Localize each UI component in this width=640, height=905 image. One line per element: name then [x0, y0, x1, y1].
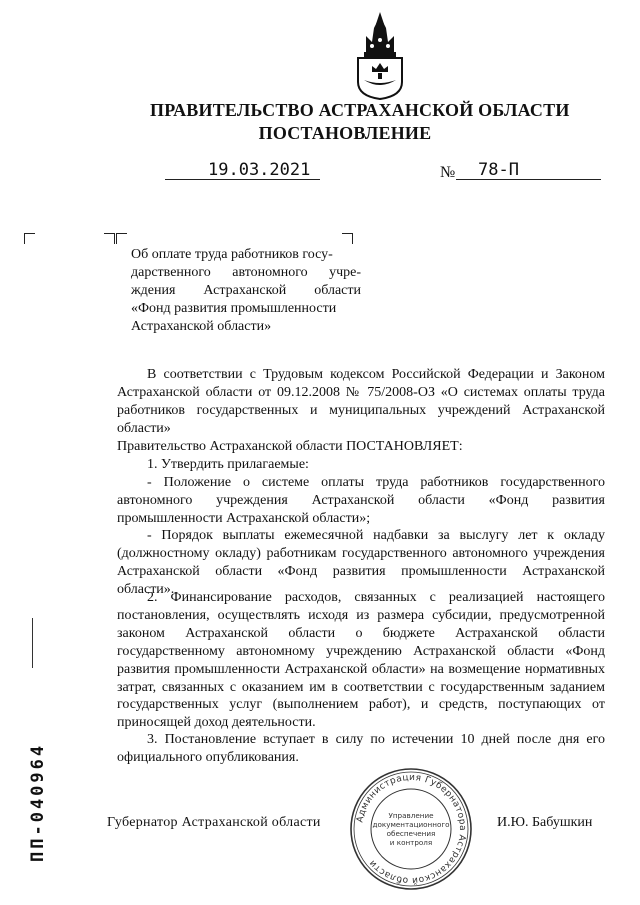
form-serial-number: ПП-040964: [28, 742, 48, 862]
item-1-paragraph: 1. Утвердить прилагаемые:: [147, 457, 309, 472]
bullet-regulation-paragraph: - Положение о системе оплаты труда работников государственного автономного учреждения Астраханской области «Фонд развития промышленности Астраханской области»;: [117, 475, 605, 526]
coat-of-arms-emblem: [352, 10, 408, 100]
document-number: 78-П: [478, 160, 519, 180]
subject-line: Астраханской области»: [131, 319, 272, 334]
subject-line: дарственного автономного учре-: [131, 265, 361, 280]
document-date: 19.03.2021: [208, 160, 311, 180]
bullet-procedure-paragraph: - Порядок выплаты ежемесячной надбавки за выслугу лет к окладу (должностному окладу) работникам государственного автономного учреждения Астраханской области «Фонд развития промышленности Астраханской области».: [117, 528, 605, 597]
number-underline: [456, 179, 601, 180]
preamble-paragraph: В соответствии с Трудовым кодексом Российской Федерации и Законом Астраханской области от 09.12.2008 № 75/2008-ОЗ «О системах оплаты труда работников государственных и муниципальных учреждений Астраханской области»: [117, 367, 605, 436]
subject-line: «Фонд развития промышленности: [131, 301, 337, 316]
item-2-paragraph: 2. Финансирование расходов, связанных с реализацией настоящего постановления, осуществлять исходя из размера субсидии, предусмотренной законом Астраханской области о бюджете Астраханской области государственному автономному учреждению Астраханской области «Фонд развития промышленности Астраханской области» на возмещение нормативных затрат, связанных с оказанием им в соответствии с государственным заданием государственных услуг (выполнением работ), и средств, поступающих от приносящей доход деятельности.: [117, 590, 605, 731]
document-subject: [131, 246, 361, 336]
signatory-name: И.Ю. Бабушкин: [497, 815, 593, 830]
item-3-paragraph: 3. Постановление вступает в силу по истечении 10 дней после дня его официального опубликования.: [117, 732, 605, 765]
date-underline: [165, 179, 320, 180]
number-sign: №: [440, 164, 456, 181]
decree-statement: Правительство Астраханской области ПОСТАНОВЛЯЕТ:: [117, 439, 463, 454]
subject-line: Об оплате труда работников госу-: [131, 247, 333, 262]
signatory-title: Губернатор Астраханской области: [107, 815, 321, 830]
document-type-title: ПОСТАНОВЛЕНИЕ: [258, 123, 432, 143]
subject-line: ждения Астраханской области: [131, 283, 361, 298]
government-title: ПРАВИТЕЛЬСТВО АСТРАХАНСКОЙ ОБЛАСТИ: [150, 100, 570, 120]
stamp-center-line: обеспечения: [386, 829, 436, 838]
stamp-center-line: и контроля: [389, 838, 433, 847]
subject-left-corner-mark-b: [116, 233, 127, 244]
margin-fold-line: [32, 618, 33, 668]
official-stamp: [348, 766, 474, 892]
stamp-center-line: Управление: [388, 811, 434, 820]
stamp-ring-text: Администрация Губернатора Астраханской области: [355, 772, 468, 886]
subject-left-corner-mark-a: [104, 233, 115, 244]
stamp-center-line: документационного: [372, 820, 450, 829]
subject-right-corner-mark: [342, 233, 353, 244]
left-corner-mark: [24, 233, 35, 244]
